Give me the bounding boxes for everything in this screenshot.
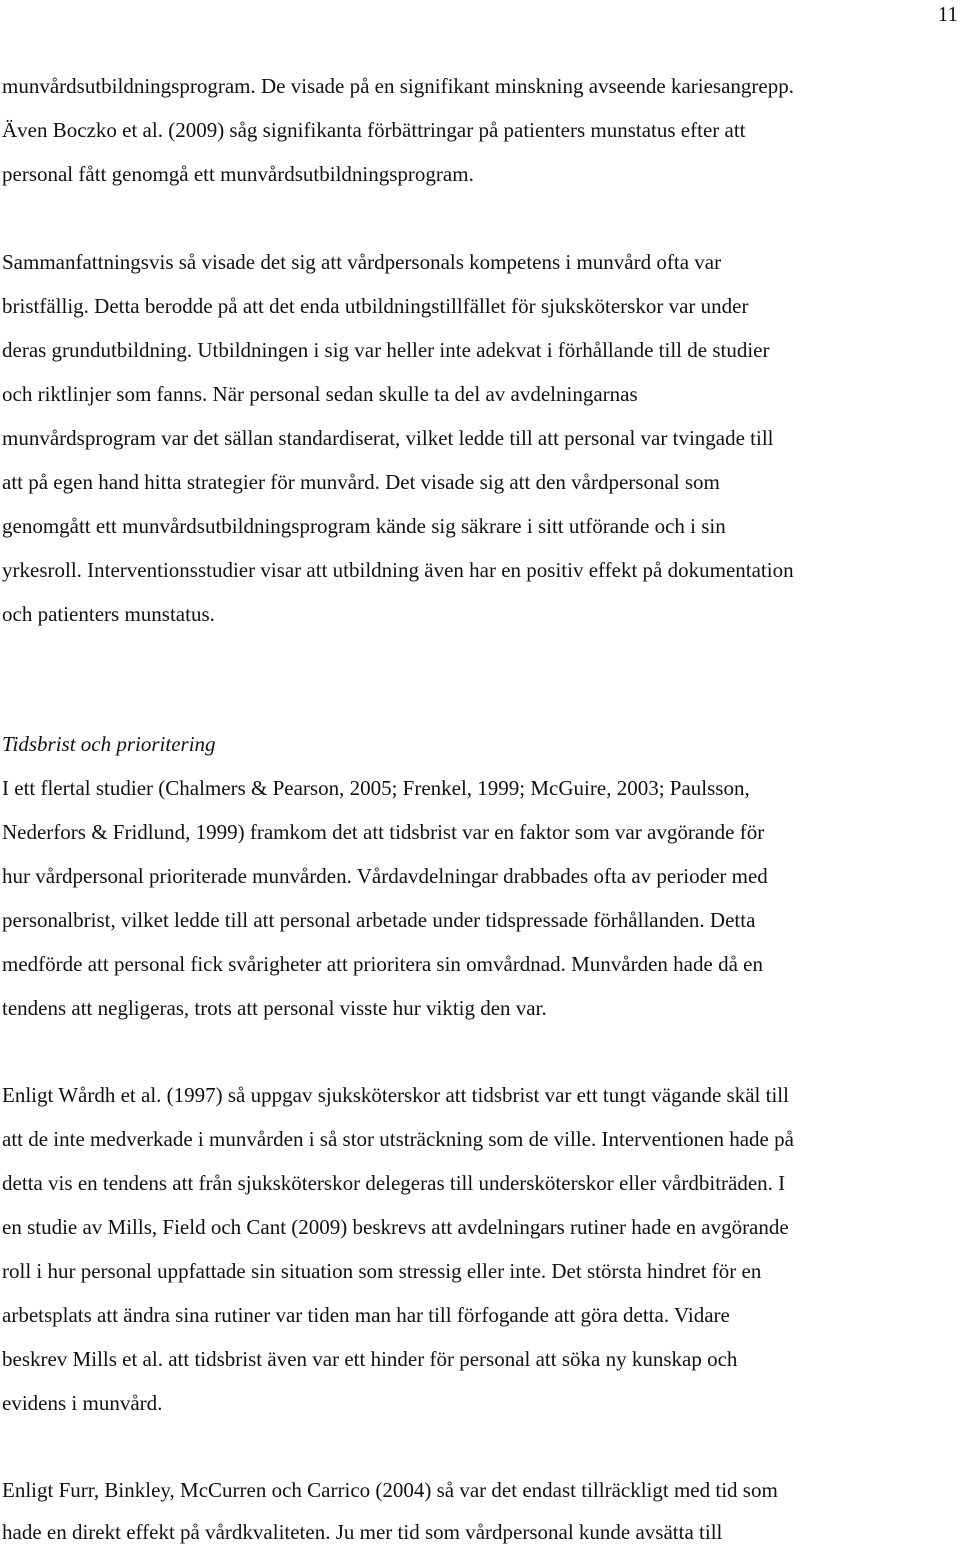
text-line: munvårdsutbildningsprogram. De visade på en signifikant minskning avseende kariesangrepp.	[2, 74, 794, 98]
text-line: I ett flertal studier (Chalmers & Pearson, 2005; Frenkel, 1999; McGuire, 2003; Paulsson,	[2, 776, 750, 800]
text-line: att de inte medverkade i munvården i så stor utsträckning som de ville. Interventionen hade på	[2, 1127, 794, 1151]
text-line: personalbrist, vilket ledde till att personal arbetade under tidspressade förhållanden. Detta	[2, 908, 756, 932]
text-line: och riktlinjer som fanns. När personal sedan skulle ta del av avdelningarnas	[2, 382, 638, 406]
text-line: roll i hur personal uppfattade sin situation som stressig eller inte. Det största hindret för en	[2, 1259, 762, 1283]
text-line: personal fått genomgå ett munvårdsutbildningsprogram.	[2, 162, 474, 186]
text-line: Även Boczko et al. (2009) såg signifikanta förbättringar på patienters munstatus efter att	[2, 118, 746, 142]
text-line: att på egen hand hitta strategier för munvård. Det visade sig att den vårdpersonal som	[2, 470, 720, 494]
text-line: Enligt Wårdh et al. (1997) så uppgav sjuksköterskor att tidsbrist var ett tungt vägande skäl till	[2, 1083, 789, 1107]
text-line: munvårdsprogram var det sällan standardiserat, vilket ledde till att personal var tvingade till	[2, 426, 774, 450]
page-number: 11	[937, 2, 958, 26]
text-line: deras grundutbildning. Utbildningen i sig var heller inte adekvat i förhållande till de studier	[2, 338, 770, 362]
text-line: genomgått ett munvårdsutbildningsprogram kände sig säkrare i sitt utförande och i sin	[2, 514, 726, 538]
text-line: beskrev Mills et al. att tidsbrist även var ett hinder för personal att söka ny kunskap och	[2, 1347, 738, 1371]
text-line: yrkesroll. Interventionsstudier visar att utbildning även har en positiv effekt på dokumentation	[2, 558, 794, 582]
section-heading: Tidsbrist och prioritering	[2, 732, 216, 756]
text-line: bristfällig. Detta berodde på att det enda utbildningstillfället för sjuksköterskor var under	[2, 294, 749, 318]
text-line: tendens att negligeras, trots att personal visste hur viktig den var.	[2, 996, 547, 1020]
text-line: detta vis en tendens att från sjuksköterskor delegeras till undersköterskor eller vårdbiträden. I	[2, 1171, 786, 1195]
text-line: hur vårdpersonal prioriterade munvården. Vårdavdelningar drabbades ofta av perioder med	[2, 864, 768, 888]
text-line: arbetsplats att ändra sina rutiner var tiden man har till förfogande att göra detta. Vidare	[2, 1303, 730, 1327]
text-line: medförde att personal fick svårigheter att prioritera sin omvårdnad. Munvården hade då en	[2, 952, 763, 976]
text-line: hade en direkt effekt på vårdkvaliteten. Ju mer tid som vårdpersonal kunde avsätta till	[2, 1520, 723, 1544]
text-line: och patienters munstatus.	[2, 602, 215, 626]
text-line: Sammanfattningsvis så visade det sig att vårdpersonals kompetens i munvård ofta var	[2, 250, 722, 274]
text-line: Nederfors & Fridlund, 1999) framkom det att tidsbrist var en faktor som var avgörande för	[2, 820, 765, 844]
text-line: Enligt Furr, Binkley, McCurren och Carrico (2004) så var det endast tillräckligt med tid som	[2, 1478, 778, 1502]
text-line: en studie av Mills, Field och Cant (2009) beskrevs att avdelningars rutiner hade en avgörande	[2, 1215, 789, 1239]
text-line: evidens i munvård.	[2, 1391, 163, 1415]
